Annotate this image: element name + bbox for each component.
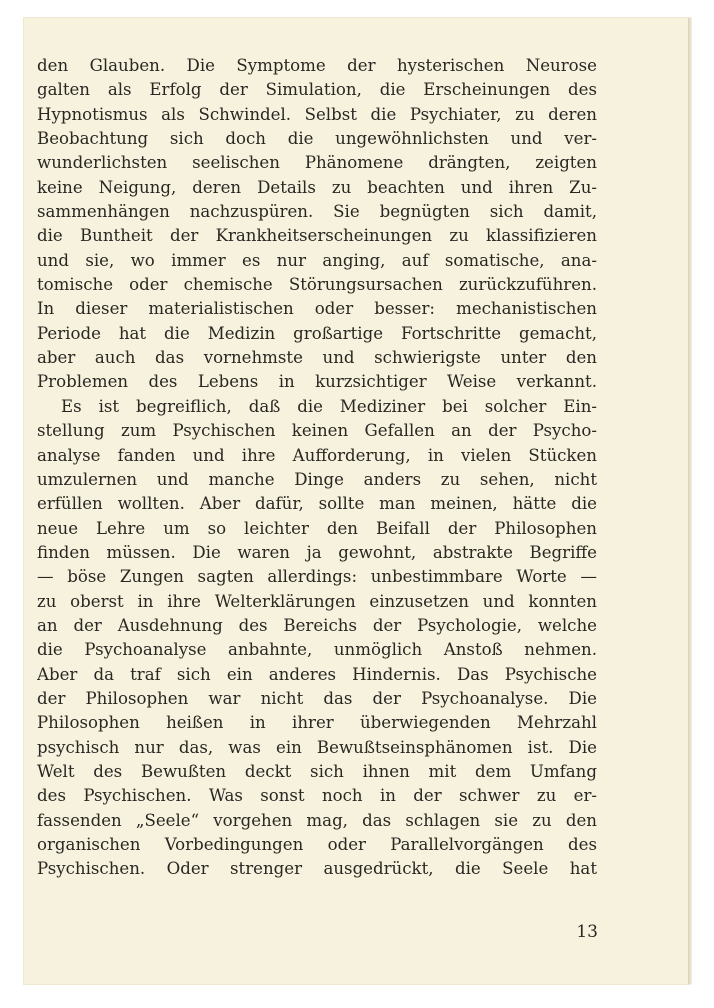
text-line: finden müssen. Die waren ja gewohnt, abstrakte Begriffe xyxy=(37,542,597,562)
text-line: In dieser materialistischen oder besser: mechanistischen xyxy=(37,299,597,319)
text-line: stellung zum Psychischen keinen Gefallen an der Psycho- xyxy=(37,421,597,441)
text-line: Beobachtung sich doch die ungewöhnlichsten und ver- xyxy=(37,129,597,149)
text-line: Es ist begreiflich, daß die Mediziner bei solcher Ein- xyxy=(61,396,597,416)
text-line: analyse fanden und ihre Aufforderung, in vielen Stücken xyxy=(37,445,597,465)
text-line: die Psychoanalyse anbahnte, unmöglich Anstoß nehmen. xyxy=(37,640,597,660)
text-line: den Glauben. Die Symptome der hysterischen Neurose xyxy=(37,56,597,75)
text-line: Hypnotismus als Schwindel. Selbst die Psychiater, zu deren xyxy=(37,104,597,124)
text-line: tomische oder chemische Störungsursachen zurückzuführen. xyxy=(37,275,597,295)
text-line: aber auch das vornehmste und schwierigste unter den xyxy=(37,348,597,368)
page-number: 13 xyxy=(576,922,598,942)
text-line: umzulernen und manche Dinge anders zu sehen, nicht xyxy=(37,469,597,489)
text-line: Psychischen. Oder strenger ausgedrückt, die Seele hat xyxy=(37,859,597,879)
text-line: fassenden „Seele“ vorgehen mag, das schlagen sie zu den xyxy=(37,810,597,830)
text-line: an der Ausdehnung des Bereichs der Psychologie, welche xyxy=(37,615,597,635)
text-line: — böse Zungen sagten allerdings: unbestimmbare Worte — xyxy=(37,567,597,587)
text-line: Welt des Bewußten deckt sich ihnen mit dem Umfang xyxy=(37,761,597,781)
page-edge xyxy=(688,18,692,984)
text-line: der Philosophen war nicht das der Psychoanalyse. Die xyxy=(37,688,597,708)
text-line: Problemen des Lebens in kurzsichtiger Weise verkannt. xyxy=(37,372,597,392)
text-line: erfüllen wollten. Aber dafür, sollte man meinen, hätte die xyxy=(37,494,597,514)
text-line: psychisch nur das, was ein Bewußtseinsphänomen ist. Die xyxy=(37,737,597,757)
text-line: die Buntheit der Krankheitserscheinungen zu klassifizieren xyxy=(37,226,597,246)
body-text xyxy=(37,54,597,882)
text-line: organischen Vorbedingungen oder Parallelvorgängen des xyxy=(37,835,597,854)
text-line: Periode hat die Medizin großartige Fortschritte gemacht, xyxy=(37,323,597,343)
text-line: neue Lehre um so leichter den Beifall der Philosophen xyxy=(37,518,597,538)
text-line: Aber da traf sich ein anderes Hindernis. Das Psychische xyxy=(37,664,597,684)
text-line: und sie, wo immer es nur anging, auf somatische, ana- xyxy=(37,250,597,270)
text-line: Philosophen heißen in ihrer überwiegenden Mehrzahl xyxy=(37,713,597,733)
text-line: zu oberst in ihre Welterklärungen einzusetzen und konnten xyxy=(37,591,597,611)
text-line: wunderlichsten seelischen Phänomene drängten, zeigten xyxy=(37,153,597,173)
text-line: des Psychischen. Was sonst noch in der schwer zu er- xyxy=(37,786,597,806)
text-line: sammenhängen nachzuspüren. Sie begnügten sich damit, xyxy=(37,202,597,222)
text-line: galten als Erfolg der Simulation, die Erscheinungen des xyxy=(37,80,597,100)
text-line: keine Neigung, deren Details zu beachten und ihren Zu- xyxy=(37,177,597,197)
